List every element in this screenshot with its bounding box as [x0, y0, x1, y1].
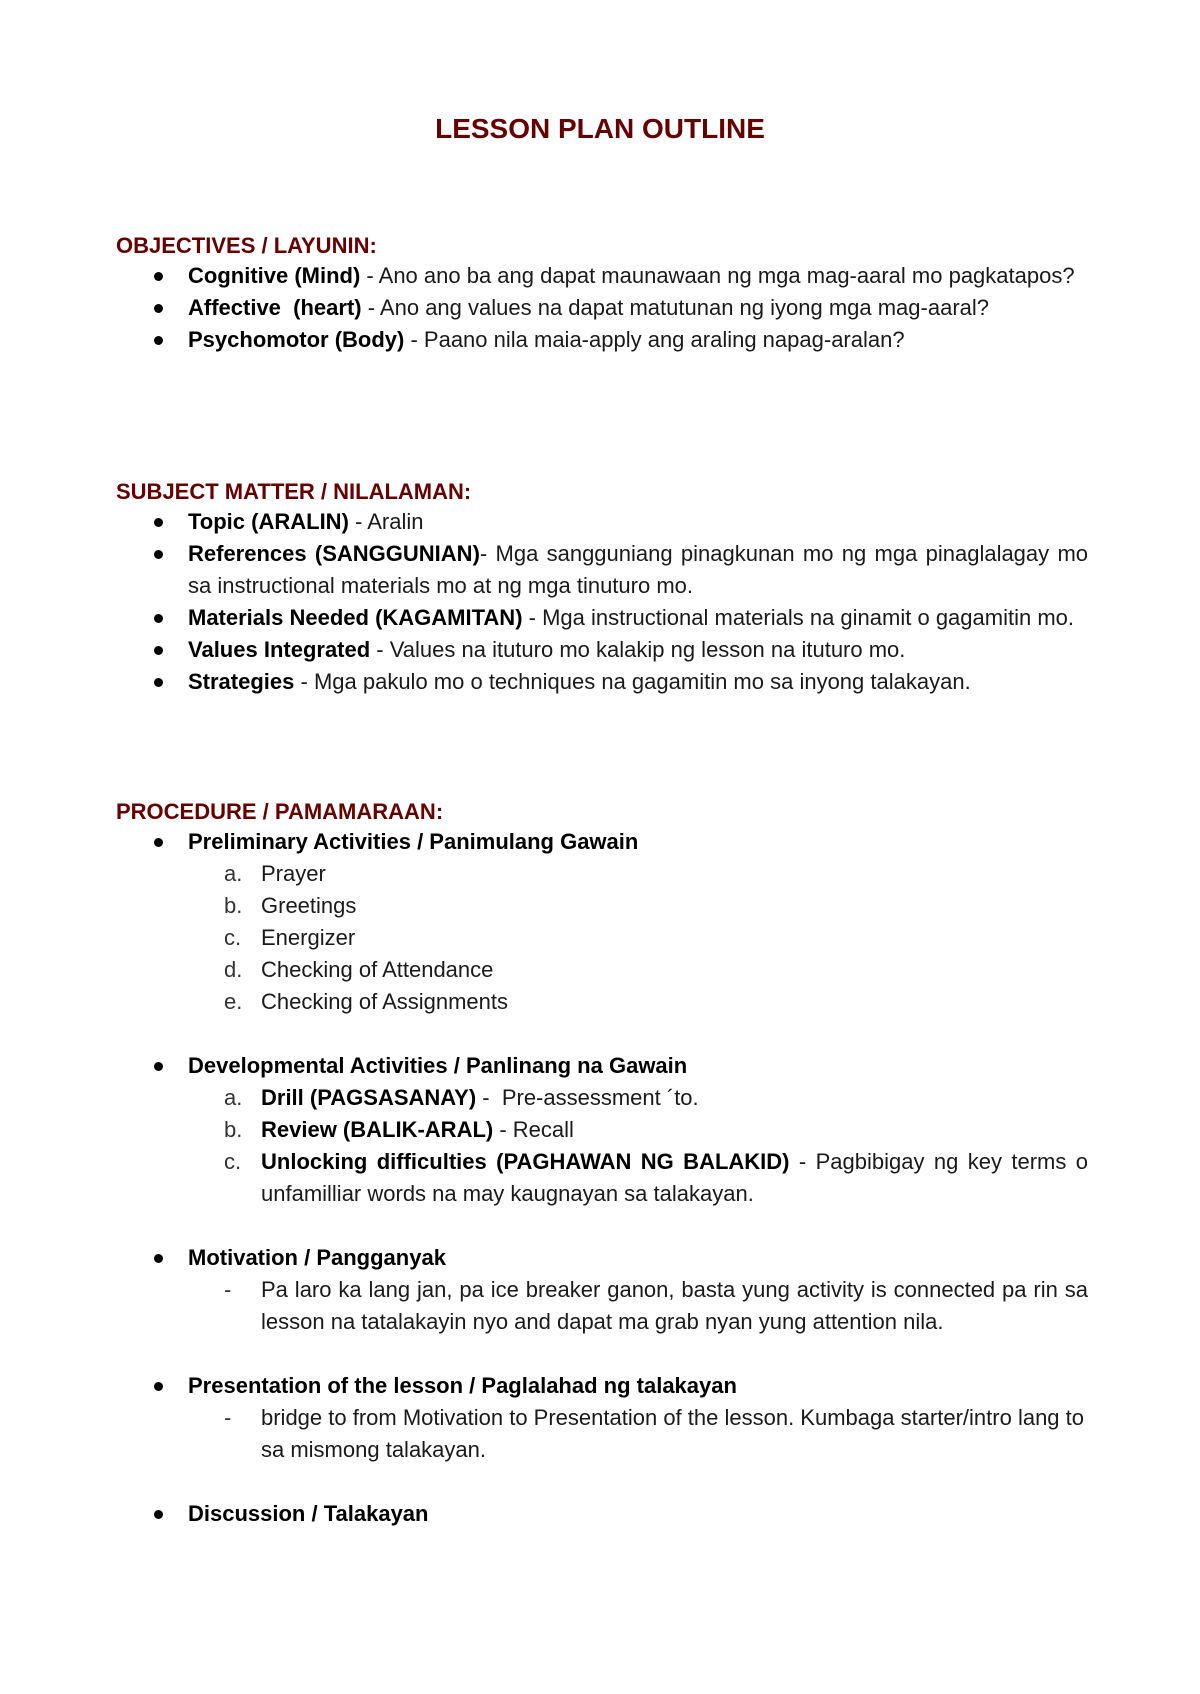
spacer	[116, 1338, 1088, 1370]
sub-item	[116, 1274, 1088, 1338]
item-label: Topic (ARALIN)	[188, 509, 349, 534]
sub-item	[116, 1082, 1088, 1114]
sub-label: Drill (PAGSASANAY)	[261, 1085, 477, 1110]
sub-text: Prayer	[261, 861, 326, 886]
bullet-icon	[154, 1254, 163, 1263]
sub-text: Checking of Assignments	[261, 989, 509, 1014]
spacer	[116, 1210, 1088, 1242]
sub-marker: b.	[224, 1117, 243, 1142]
item-text: - Ano ano ba ang dapat maunawaan ng mga mag-aaral mo pagkatapos?	[360, 263, 1075, 288]
sub-text: Energizer	[261, 925, 356, 950]
list-item	[116, 666, 1088, 698]
sub-item	[116, 1114, 1088, 1146]
list-item-presentation	[116, 1370, 1088, 1402]
item-text: - Paano nila maia-apply ang araling napag-aralan?	[404, 327, 905, 352]
sub-label: Review (BALIK-ARAL)	[261, 1117, 494, 1142]
item-label: Values Integrated	[188, 637, 371, 662]
bullet-icon	[154, 336, 163, 345]
list-item-developmental	[116, 1050, 1088, 1082]
list-item	[116, 260, 1088, 292]
list-item-discussion	[116, 1498, 1088, 1530]
item-label: Motivation / Pangganyak	[188, 1245, 446, 1270]
bullet-icon	[154, 1510, 163, 1519]
bullet-icon	[154, 614, 163, 623]
sub-text: - Recall	[493, 1117, 574, 1142]
bullet-icon	[154, 304, 163, 313]
dash-marker: -	[224, 1405, 232, 1430]
sub-marker: a.	[224, 1085, 243, 1110]
sub-marker: d.	[224, 957, 243, 982]
bullet-icon	[154, 838, 163, 847]
bullet-icon	[154, 678, 163, 687]
sub-item	[116, 858, 1088, 890]
dash-marker: -	[224, 1277, 232, 1302]
sub-text: - Pre-assessment ´to.	[476, 1085, 699, 1110]
item-text: - Ano ang values na dapat matutunan ng iyong mga mag-aaral?	[361, 295, 990, 320]
sub-marker: c.	[224, 925, 242, 950]
subject-matter-heading: SUBJECT MATTER / NILALAMAN:	[116, 479, 472, 504]
sub-text: Greetings	[261, 893, 357, 918]
list-item	[116, 506, 1088, 538]
sub-marker: b.	[224, 893, 243, 918]
sub-item	[116, 954, 1088, 986]
sub-text: bridge to from Motivation to Presentation of the lesson. Kumbaga starter/intro lang to sa mismong talakayan.	[261, 1405, 1085, 1462]
item-label: Cognitive (Mind)	[188, 263, 361, 288]
sub-text: - Pagbibigay ng key terms o unfamilliar words na may kaugnayan sa talakayan.	[261, 1149, 1088, 1206]
sub-marker: c.	[224, 1149, 242, 1174]
bullet-icon	[154, 518, 163, 527]
bullet-icon	[154, 646, 163, 655]
item-text: - Mga sangguniang pinagkunan mo ng mga pinaglalagay mo sa instructional materials mo at ng mga tinuturo mo.	[188, 541, 1089, 598]
sub-marker: e.	[224, 989, 243, 1014]
procedure-heading: PROCEDURE / PAMAMARAAN:	[116, 799, 444, 824]
objectives-heading: OBJECTIVES / LAYUNIN:	[116, 233, 377, 258]
item-text: - Mga instructional materials na ginamit o gagamitin mo.	[522, 605, 1074, 630]
item-label: Materials Needed (KAGAMITAN)	[188, 605, 523, 630]
item-text: - Aralin	[348, 509, 424, 534]
list-item	[116, 538, 1088, 602]
list-item	[116, 602, 1088, 634]
subject-matter-list	[116, 506, 1088, 698]
item-text: - Values na ituturo mo kalakip ng lesson na ituturo mo.	[370, 637, 906, 662]
item-label: Discussion / Talakayan	[188, 1501, 429, 1526]
sub-marker: a.	[224, 861, 243, 886]
sub-text: Checking of Attendance	[261, 957, 494, 982]
item-label: Strategies	[188, 669, 295, 694]
list-item	[116, 634, 1088, 666]
item-label: References (SANGGUNIAN)	[188, 541, 480, 566]
procedure-list	[116, 826, 1088, 1530]
list-item-motivation	[116, 1242, 1088, 1274]
sub-label: Unlocking difficulties (PAGHAWAN NG BALAKID)	[261, 1149, 790, 1174]
sub-item	[116, 922, 1088, 954]
bullet-icon	[154, 272, 163, 281]
sub-item	[116, 1402, 1088, 1466]
item-label: Affective (heart)	[188, 295, 362, 320]
sub-text: Pa laro ka lang jan, pa ice breaker ganon, basta yung activity is connected pa rin sa lesson na tatalakayin nyo and dapat ma grab nyan yung attention nila.	[261, 1277, 1088, 1334]
spacer	[116, 1466, 1088, 1498]
objectives-list	[116, 260, 1088, 356]
page-title: LESSON PLAN OUTLINE	[435, 113, 765, 144]
list-item-preliminary	[116, 826, 1088, 858]
bullet-icon	[154, 1062, 163, 1071]
item-label: Presentation of the lesson / Paglalahad ng talakayan	[188, 1373, 737, 1398]
item-label: Developmental Activities / Panlinang na Gawain	[188, 1053, 688, 1078]
bullet-icon	[154, 1382, 163, 1391]
sub-item	[116, 1146, 1088, 1210]
sub-item	[116, 890, 1088, 922]
item-text: - Mga pakulo mo o techniques na gagamitin mo sa inyong talakayan.	[294, 669, 971, 694]
list-item	[116, 324, 1088, 356]
spacer	[116, 1018, 1088, 1050]
list-item	[116, 292, 1088, 324]
item-label: Psychomotor (Body)	[188, 327, 405, 352]
bullet-icon	[154, 550, 163, 559]
item-label: Preliminary Activities / Panimulang Gawain	[188, 829, 639, 854]
sub-item	[116, 986, 1088, 1018]
